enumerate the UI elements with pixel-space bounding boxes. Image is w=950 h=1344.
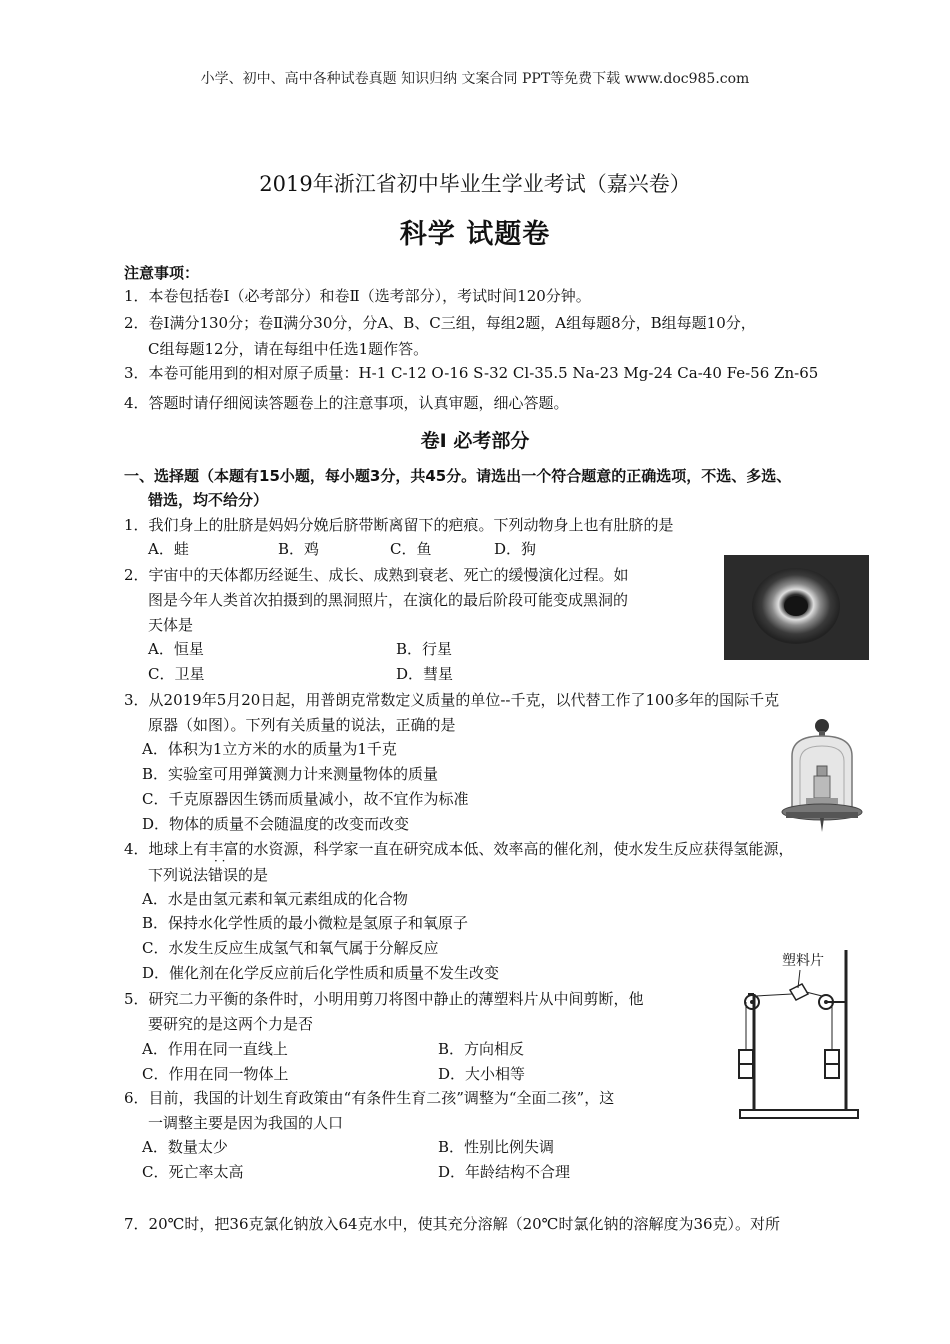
- notice-line-1: 1．本卷包括卷Ⅰ（必考部分）和卷Ⅱ（选考部分），考试时间120分钟。: [124, 287, 591, 305]
- q6-stem-line-1: 6．目前，我国的计划生育政策由“有条件生育二孩”调整为“全面二孩”，这: [124, 1089, 615, 1107]
- q6-option-a: A．数量太少: [142, 1138, 228, 1156]
- q5-option-c: C．作用在同一物体上: [142, 1065, 289, 1083]
- exam-title: 2019年浙江省初中毕业生学业考试（嘉兴卷）: [259, 172, 691, 196]
- q2-stem-line-3: 天体是: [148, 616, 194, 634]
- q5-stem-line-1: 5．研究二力平衡的条件时，小明用剪刀将图中静止的薄塑料片从中间剪断，他: [124, 990, 644, 1008]
- q1-option-b: B．鸡: [278, 540, 320, 558]
- q2-option-b: B．行星: [396, 640, 453, 658]
- q1-option-d: D．狗: [494, 540, 537, 558]
- page-header: 小学、初中、高中各种试卷真题 知识归纳 文案合同 PPT等免费下载 www.doc985.com: [200, 71, 750, 87]
- q2-option-a: A．恒星: [148, 640, 204, 658]
- q2-option-c: C．卫星: [148, 665, 205, 683]
- part-heading-line-2: 错选，均不给分）: [148, 491, 269, 509]
- q5-stem-line-2: 要研究的是这两个力是否: [148, 1015, 314, 1033]
- q6-option-c: C．死亡率太高: [142, 1163, 244, 1181]
- notice-heading: 注意事项：: [124, 264, 200, 282]
- q3-stem-line-1: 3．从2019年5月20日起，用普朗克常数定义质量的单位--千克，以代替工作了100多年的国际千克: [124, 691, 780, 709]
- q3-option-c: C．千克原器因生锈而质量减小，故不宜作为标准: [142, 790, 469, 808]
- q5-option-b: B．方向相反: [438, 1040, 525, 1058]
- q2-option-d: D．彗星: [396, 665, 454, 683]
- q4-option-d: D．催化剂在化学反应前后化学性质和质量不发生改变: [142, 964, 500, 982]
- exam-subtitle: 科学 试题卷: [399, 219, 551, 250]
- q2-stem-line-2: 图是今年人类首次拍摄到的黑洞照片，在演化的最后阶段可能变成黑洞的: [148, 591, 629, 609]
- q4-option-a: A．水是由氢元素和氧元素组成的化合物: [142, 890, 408, 908]
- notice-line-2b: C组每题12分，请在每组中任选1题作答。: [148, 340, 429, 358]
- q4-stem-line-2: 下列说法错误的是: [148, 866, 269, 884]
- q5-option-d: D．大小相等: [438, 1065, 526, 1083]
- balance-apparatus-figure: [728, 944, 868, 1124]
- notice-line-4: 4．答题时请仔细阅读答题卷上的注意事项，认真审题，细心答题。: [124, 394, 569, 412]
- q1-option-a: A．蛙: [148, 540, 189, 558]
- q3-stem-line-2: 原器（如图）。下列有关质量的说法，正确的是: [148, 716, 456, 734]
- kilogram-prototype-figure: [776, 716, 868, 834]
- q4-stem-line-1: 4．地球上有丰富的水资源，科学家一直在研究成本低、效率高的催化剂，使水发生反应获得氢能源，: [124, 840, 794, 858]
- notice-line-2a: 2．卷Ⅰ满分130分；卷Ⅱ满分30分，分A、B、C三组，每组2题，A组每题8分，B组每题10分，: [124, 314, 756, 332]
- q2-stem-line-1: 2．宇宙中的天体都历经诞生、成长、成熟到衰老、死亡的缓慢演化过程。如: [124, 566, 629, 584]
- q1-option-c: C．鱼: [390, 540, 432, 558]
- q5-option-a: A．作用在同一直线上: [142, 1040, 288, 1058]
- notice-line-3: 3．本卷可能用到的相对原子质量：H-1 C-12 O-16 S-32 Cl-35.5 Na-23 Mg-24 Ca-40 Fe-56 Zn-65: [124, 364, 819, 382]
- q3-option-b: B．实验室可用弹簧测力计来测量物体的质量: [142, 765, 439, 783]
- section-title: 卷Ⅰ 必考部分: [420, 430, 530, 452]
- q6-option-d: D．年龄结构不合理: [438, 1163, 571, 1181]
- part-heading-line-1: 一、选择题（本题有15小题，每小题3分，共45分。请选出一个符合题意的正确选项，不选、多选、: [124, 467, 792, 485]
- q4-option-b: B．保持水化学性质的最小微粒是氢原子和氧原子: [142, 914, 469, 932]
- q6-stem-line-2: 一调整主要是因为我国的人口: [148, 1114, 344, 1132]
- plastic-card-label: 塑料片: [782, 953, 824, 969]
- q7-stem-line-1: 7．20℃时，把36克氯化钠放入64克水中，使其充分溶解（20℃时氯化钠的溶解度为36克）。对所: [124, 1215, 781, 1233]
- q6-option-b: B．性别比例失调: [438, 1138, 555, 1156]
- q3-option-a: A．体积为1立方米的水的质量为1千克: [142, 740, 397, 758]
- q3-option-d: D．物体的质量不会随温度的改变而改变: [142, 815, 410, 833]
- q1-stem: 1．我们身上的肚脐是妈妈分娩后脐带断离留下的疤痕。下列动物身上也有肚脐的是: [124, 516, 674, 534]
- black-hole-photo: [724, 555, 869, 660]
- q4-option-c: C．水发生反应生成氢气和氧气属于分解反应: [142, 939, 439, 957]
- emphasis-dots: · ·: [214, 854, 226, 868]
